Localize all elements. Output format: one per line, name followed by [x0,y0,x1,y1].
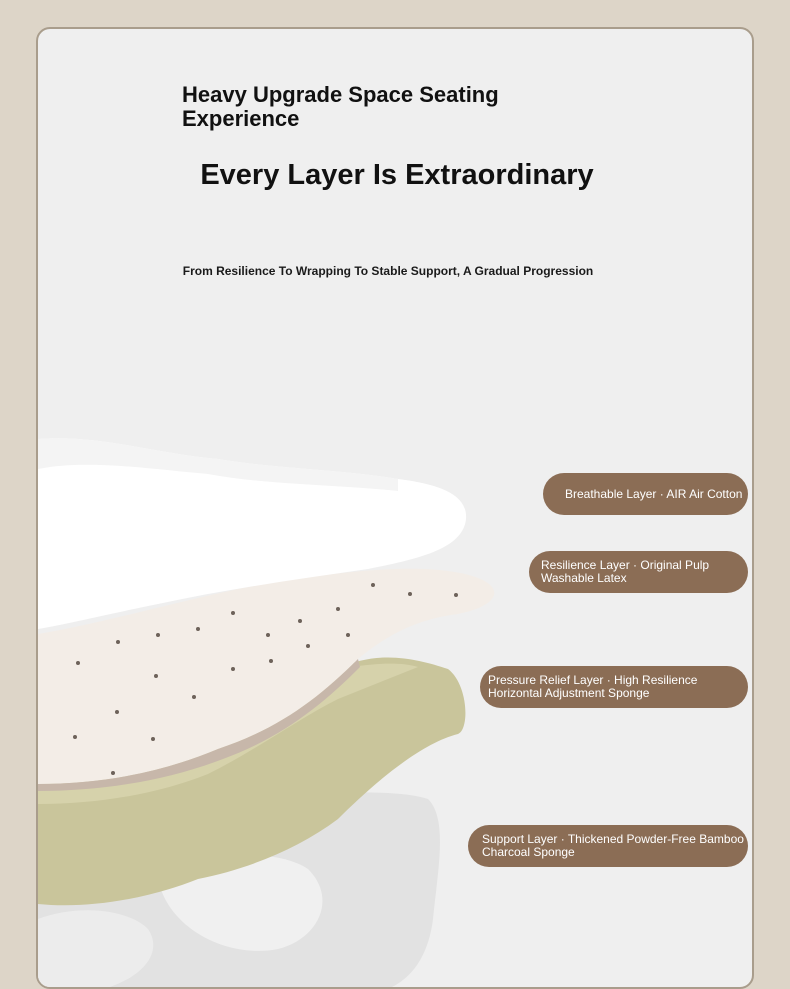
headline: Heavy Upgrade Space Seating Experience [182,82,499,131]
resilience-layer-label: Resilience Layer · Original Pulp Washable Latex [529,551,748,593]
support-layer-label: Support Layer · Thickened Powder-Free Bamboo Charcoal Sponge [468,825,748,867]
pressure-relief-layer-label: Pressure Relief Layer · High Resilience Horizontal Adjustment Sponge [480,666,748,708]
breathable-layer-label: Breathable Layer · AIR Air Cotton [543,473,748,515]
subtitle: From Resilience To Wrapping To Stable Support, A Gradual Progression [182,264,594,278]
page-title: Every Layer Is Extraordinary [200,159,594,191]
product-panel [36,27,754,989]
